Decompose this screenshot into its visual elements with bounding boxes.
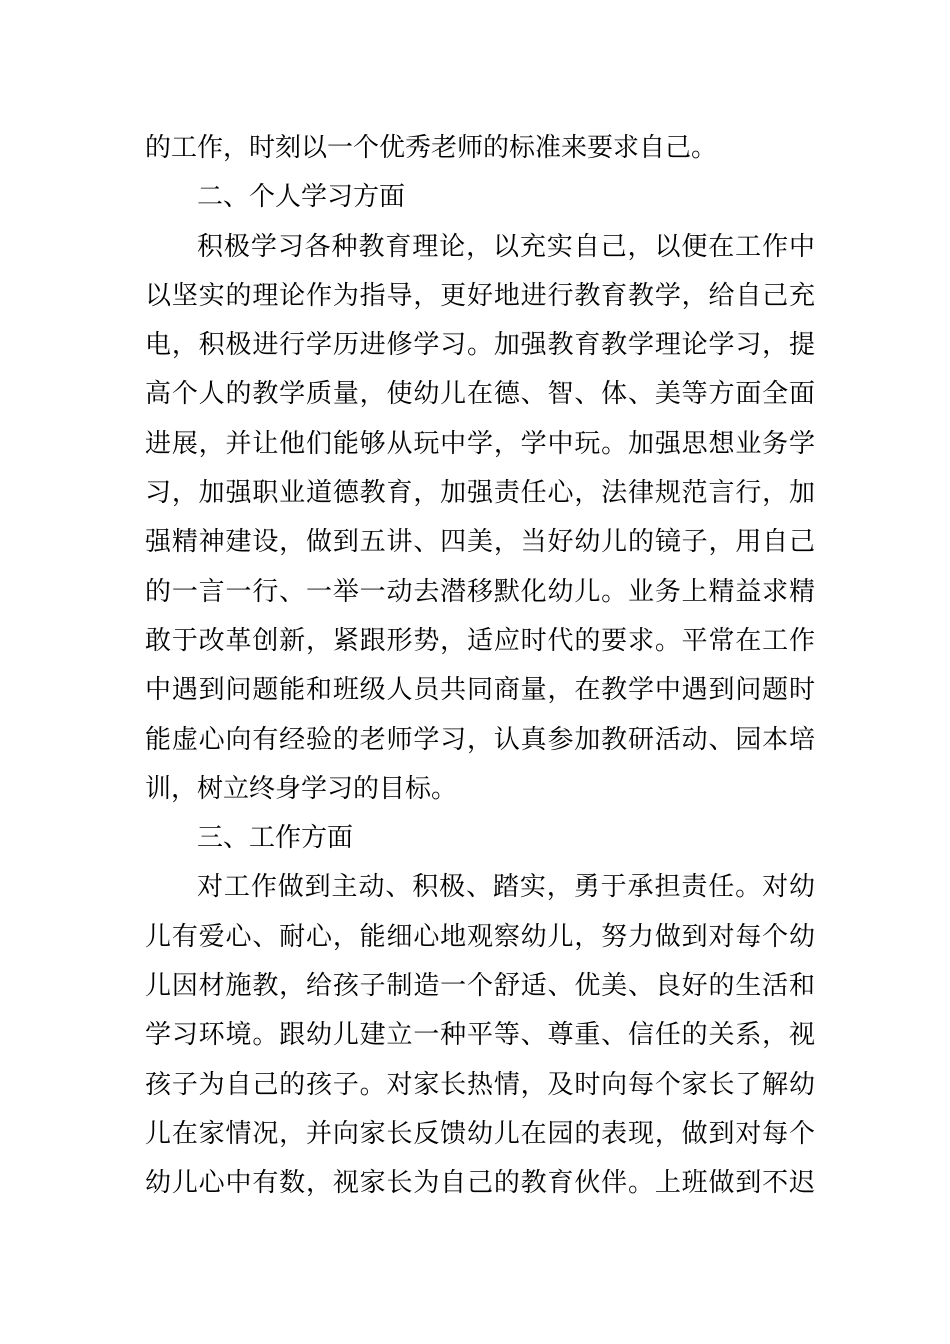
paragraph-line: 孩子为自己的孩子。对家长热情，及时向每个家长了解幼 bbox=[145, 1069, 815, 1100]
paragraph-line: 高个人的教学质量，使幼儿在德、智、体、美等方面全面 bbox=[145, 379, 815, 410]
paragraph-line: 以坚实的理论作为指导，更好地进行教育教学，给自己充 bbox=[145, 280, 815, 311]
paragraph-line: 学习环境。跟幼儿建立一种平等、尊重、信任的关系，视 bbox=[145, 1020, 815, 1051]
section-heading-personal-study: 二、个人学习方面 bbox=[197, 182, 406, 213]
paragraph-line: 强精神建设，做到五讲、四美，当好幼儿的镜子，用自己 bbox=[145, 527, 815, 558]
section-heading-work: 三、工作方面 bbox=[197, 823, 354, 854]
document-body bbox=[145, 124, 815, 1209]
paragraph-line: 能虚心向有经验的老师学习，认真参加教研活动、园本培 bbox=[145, 724, 815, 755]
paragraph-line: 儿在家情况，并向家长反馈幼儿在园的表现，做到对每个 bbox=[145, 1118, 815, 1149]
paragraph-line: 的工作，时刻以一个优秀老师的标准来要求自己。 bbox=[145, 133, 718, 163]
paragraph-line: 儿因材施教，给孩子制造一个舒适、优美、良好的生活和 bbox=[145, 971, 815, 1002]
paragraph-line: 进展，并让他们能够从玩中学，学中玩。加强思想业务学 bbox=[145, 428, 815, 459]
paragraph-line: 幼儿心中有数，视家长为自己的教育伙伴。上班做到不迟 bbox=[145, 1168, 815, 1199]
paragraph-line: 训，树立终身学习的目标。 bbox=[145, 773, 458, 804]
paragraph-line: 的一言一行、一举一动去潜移默化幼儿。业务上精益求精 bbox=[145, 576, 815, 607]
paragraph-line: 敢于改革创新，紧跟形势，适应时代的要求。平常在工作 bbox=[145, 625, 815, 656]
paragraph-line: 儿有爱心、耐心，能细心地观察幼儿，努力做到对每个幼 bbox=[145, 921, 815, 952]
paragraph-line: 中遇到问题能和班级人员共同商量，在教学中遇到问题时 bbox=[145, 675, 815, 706]
paragraph-line: 积极学习各种教育理论，以充实自己，以便在工作中 bbox=[197, 231, 815, 262]
paragraph-line: 电，积极进行学历进修学习。加强教育教学理论学习，提 bbox=[145, 330, 815, 361]
paragraph-line: 对工作做到主动、积极、踏实，勇于承担责任。对幼 bbox=[197, 872, 815, 903]
paragraph-line: 习，加强职业道德教育，加强责任心，法律规范言行，加 bbox=[145, 478, 815, 509]
